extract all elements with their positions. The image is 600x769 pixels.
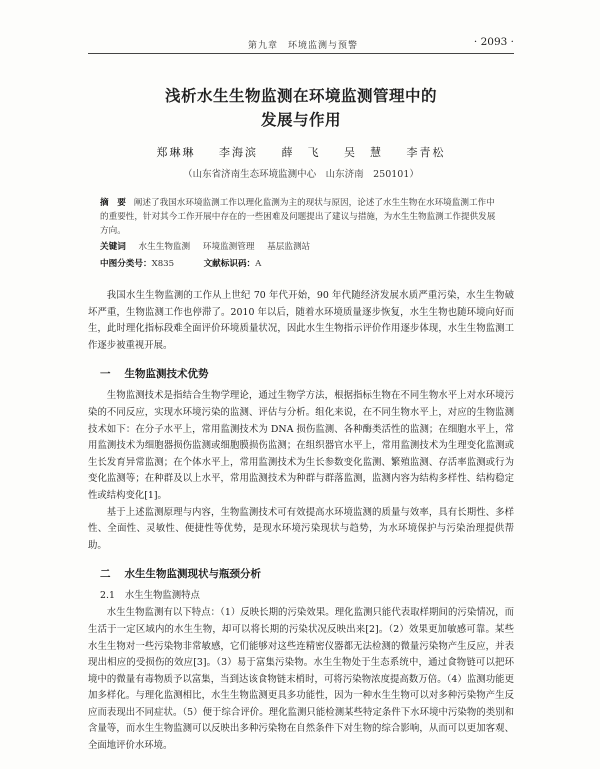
keyword: 基层监测站 xyxy=(267,242,311,252)
author: 李青松 xyxy=(406,146,446,159)
clc-value: X835 xyxy=(151,259,175,269)
abstract-text: 阐述了我国水环境监测工作以理化监测为主的现状与原因，论述了水生生物在水环境监测工作中的重要性，针对其今工作开展中存在的一些困难及问题提出了建议与措施，为水生生物监测工作提供发展方向。 xyxy=(100,198,496,236)
abstract-label: 摘 要 xyxy=(100,198,126,208)
author-list xyxy=(88,145,514,161)
section-heading xyxy=(88,366,514,382)
title-line-2: 发展与作用 xyxy=(260,111,341,129)
paragraph: 水生生物监测有以下特点：（1）反映长期的污染效果。理化监测只能代表取样期间的污染情况，而生活于一定区域内的水生生物，却可以将长期的污染状况反映出来[2]。（2）效果更加敏感可靠。某些水生生物对一些污染物非常敏感，它们能够对这些连精密仪器都无法检测的微量污染物产生反应，并表现出相应的受损伤的效应[3]。（3）易于富集污染物。水生生物处于生态系统中，通过食物链可以把环境中的微量有毒物质予以富集，当到达该食物链末梢时，可将污染物浓度提高数万倍。（4）监测功能更加多样化。与理化监测相比，水生生物监测更具多功能性，因为一种水生生物可以对多种污染物产生反应而表现出不同症状。（5）便于综合评价。理化监测只能检测某些特定条件下水环境中污染物的类别和含量等，而水生生物监测可以反映出多种污染物在自然条件下对生物的综合影响，从而可以更加客观、全面地评价水环境。 xyxy=(88,607,514,752)
keywords-label: 关键词 xyxy=(100,242,126,252)
article-body xyxy=(88,84,514,755)
doc-code-value: A xyxy=(255,259,262,269)
intro-paragraph: 我国水生生物监测的工作从上世纪 70 年代开始，90 年代随经济发展水质严重污染，水生生物破坏严重，生物监测工作也停滞了。2010 年以后，随着水环境质量逐步恢复，水生生物也随环境向好而生，此时理化指标段难全面评价环境质量状况，因此水生生物指示评价作用逐步体现，水生生物监测工作逐步被重视开展。 xyxy=(88,290,514,351)
keyword: 水生生物监测 xyxy=(138,242,191,252)
author: 薛 飞 xyxy=(281,146,321,159)
abstract xyxy=(100,196,502,238)
paragraph: 生物监测技术是指结合生物学理论，通过生物学方法，根据指标生物在不同生物水平上对水环境污染的不同反应，实现水环境污染的监测、评估与分析。组化来说，在不同生物水平上，对应的生物监测技术如下：在分子水平上，常用监测技术为 DNA 损伤监测、各种酶类活性的监测；在细胞水平上，常用监测技术为细胞器损伤监测或细胞膜损伤监测；在组织器官水平上，常用监测技术为生理变化监测或生长发育异常监测；在个体水平上，常用监测技术为生长参数变化监测、繁殖监测、存活率监测或行为变化监测等；在种群及以上水平，常用监测技术为种群与群落监测，监测内容为结构多样性、结构稳定性或结构变化[1]。 xyxy=(88,390,514,501)
subsection-number: 2.1 xyxy=(100,590,115,602)
keyword: 环境监测管理 xyxy=(202,242,255,252)
affiliation: （山东省济南生态环境监测中心 山东济南 250101） xyxy=(183,169,419,180)
title-line-1: 浅析水生生物监测在环境监测管理中的 xyxy=(164,87,437,105)
page-number: · 2093 · xyxy=(473,36,514,48)
running-header xyxy=(88,36,514,52)
classification xyxy=(100,257,502,272)
article-title xyxy=(88,84,514,132)
section-number: 二 xyxy=(100,568,111,581)
section-title: 生物监测技术优势 xyxy=(124,368,209,381)
doc-code-label: 文献标识码： xyxy=(203,259,256,269)
clc-label: 中图分类号： xyxy=(100,259,152,269)
chapter-title: 第九章 环境监测与预警 xyxy=(248,41,359,51)
section-heading xyxy=(88,566,514,582)
paragraph: 基于上述监测原理与内容，生物监测技术可有效提高水环境监测的质量与效率，具有长期性、多样性、全面性、灵敏性、便捷性等优势，是现水环境污染现状与趋势，为水环境保护与污染治理提供帮助。 xyxy=(88,506,514,551)
subsection-heading xyxy=(88,588,514,603)
section-title: 水生生物监测现状与瓶颈分析 xyxy=(124,568,261,581)
author: 李海滨 xyxy=(219,146,258,159)
author: 郑琳琳 xyxy=(156,146,196,159)
section-number: 一 xyxy=(100,368,111,381)
subsection-title: 水生生物监测特点 xyxy=(124,590,200,602)
keywords xyxy=(100,240,502,255)
author: 吴 慧 xyxy=(344,146,383,159)
header-rule xyxy=(88,53,514,54)
